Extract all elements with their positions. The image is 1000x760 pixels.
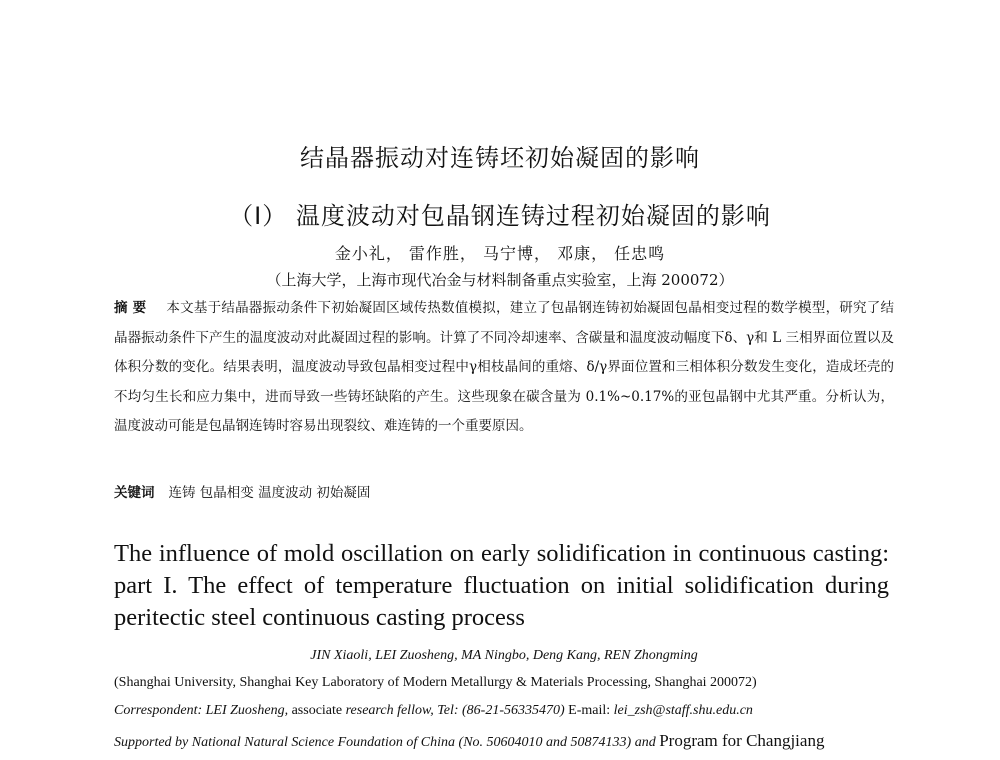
chinese-keywords: [114, 481, 894, 501]
chinese-title-line-2: （Ⅰ） 温度波动对包晶钢连铸过程初始凝固的影响: [229, 202, 771, 230]
chinese-authors: 金小礼， 雷作胜， 马宁博， 邓康， 任忠鸣: [334, 244, 666, 263]
correspondent-label: Correspondent: LEI Zuosheng,: [114, 703, 289, 718]
keywords-label: 关键词: [114, 485, 155, 501]
email-label: E-mail:: [568, 703, 611, 718]
chinese-title-line-1: 结晶器振动对连铸坯初始凝固的影响: [300, 144, 700, 172]
english-authors: JIN Xiaoli, LEI Zuosheng, MA Ningbo, Deng Kang, REN Zhongming: [310, 648, 698, 663]
abstract-text: 本文基于结晶器振动条件下初始凝固区域传热数值模拟，建立了包晶钢连铸初始凝固包晶相变过程的数学模型，研究了结晶器振动条件下产生的温度波动对此凝固过程的影响。计算了不同冷却速率、含碳量和温度波动幅度下δ、γ和 L 三相界面位置以及体积分数的变化。结果表明，温度波动导致包晶相变过程中γ相枝晶间的重熔、δ/γ界面位置和三相体积分数发生变化，造成坯壳的不均匀生长和应力集中，进而导致一些铸坯缺陷的产生。这些现象在碳含量为 0.1%~0.17%的亚包晶钢中尤其严重。分析认为，温度波动可能是包晶钢连铸时容易出现裂纹、难连铸的一个重要原因。: [114, 300, 895, 434]
abstract-label: 摘 要: [114, 300, 147, 316]
funding-and: and: [634, 735, 656, 750]
correspondent-role: associate: [291, 703, 343, 718]
correspondent-title: research fellow, Tel: (86-21-56335470): [345, 703, 565, 718]
english-funding: [114, 731, 904, 751]
english-title: The influence of mold oscillation on early solidification in continuous casting: part I. The effect of temperature fluctuation on initial solidification during peritectic steel continuous casting process: [114, 540, 889, 631]
english-correspondent: [114, 703, 904, 719]
email-address[interactable]: lei_zsh@staff.shu.edu.cn: [613, 703, 753, 718]
chinese-abstract: [114, 294, 894, 442]
english-affiliation: (Shanghai University, Shanghai Key Laboratory of Modern Metallurgy & Materials Processing, Shanghai 200072): [114, 675, 757, 690]
keywords-text: 连铸 包晶相变 温度波动 初始凝固: [168, 485, 371, 501]
chinese-affiliation: （上海大学，上海市现代冶金与材料制备重点实验室，上海 200072）: [266, 271, 734, 289]
funding-program: Program for Changjiang: [659, 731, 825, 750]
funding-text: Supported by National Natural Science Foundation of China (No. 50604010 and 50874133): [114, 735, 632, 750]
